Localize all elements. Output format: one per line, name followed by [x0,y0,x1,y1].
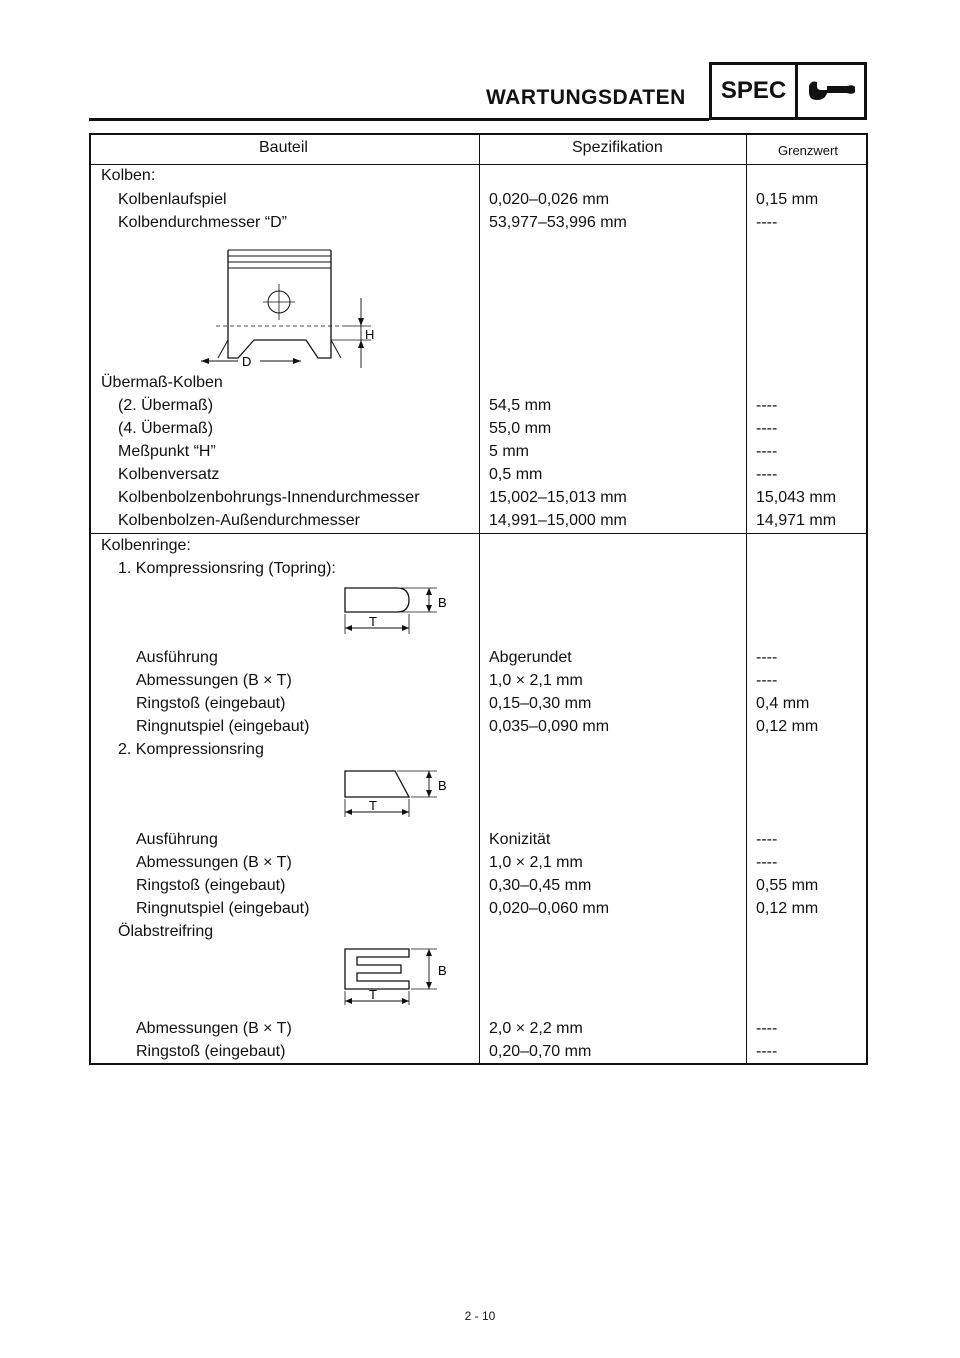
row-limit: 14,971 mm [756,512,837,529]
spec-label: SPEC [712,65,798,117]
wrench-icon [798,65,864,117]
row-label: Kolben: [101,167,156,184]
row-limit: 15,043 mm [756,489,837,506]
row-label: Ringstoß (eingebaut) [136,1043,286,1060]
row-limit: ---- [756,854,778,871]
row-limit: 0,12 mm [756,900,819,917]
row-spec: 0,30–0,45 mm [489,877,592,894]
spec-table [89,133,868,1065]
row-label: 1. Kompressionsring (Topring): [118,560,336,577]
oil-ring-diagram [341,945,461,1007]
row-limit: ---- [756,397,778,414]
dimension-label-t: T [369,798,377,813]
row-label: (2. Übermaß) [118,397,214,414]
row-spec: 0,035–0,090 mm [489,718,610,735]
row-limit: 0,15 mm [756,191,819,208]
row-spec: 15,002–15,013 mm [489,489,627,506]
row-label: Kolbenversatz [118,466,220,483]
row-spec: Abgerundet [489,649,572,666]
row-spec: 53,977–53,996 mm [489,214,627,231]
row-limit: ---- [756,214,778,231]
row-spec: 0,15–0,30 mm [489,695,592,712]
header-divider [91,164,866,165]
column-header-grenzwert: Grenzwert [778,143,838,158]
dimension-label-t: T [369,987,377,1002]
row-limit: ---- [756,420,778,437]
header-rule [89,118,709,121]
row-spec: 55,0 mm [489,420,552,437]
row-label: Abmessungen (B × T) [136,854,292,871]
row-limit: ---- [756,672,778,689]
row-limit: 0,12 mm [756,718,819,735]
piston-diagram [196,240,386,375]
row-label: Kolbenlaufspiel [118,191,227,208]
row-spec: 14,991–15,000 mm [489,512,627,529]
row-label: Kolbendurchmesser “D” [118,214,287,231]
row-limit: 0,4 mm [756,695,810,712]
row-limit: ---- [756,649,778,666]
dimension-label-b: B [438,595,447,610]
row-label: Ölabstreifring [118,923,214,940]
row-limit: ---- [756,1020,778,1037]
row-label: Ringnutspiel (eingebaut) [136,718,310,735]
ring2-diagram [341,765,461,825]
row-label: Ringnutspiel (eingebaut) [136,900,310,917]
row-limit: ---- [756,443,778,460]
ring1-diagram [341,582,461,642]
page-title: WARTUNGSDATEN [486,86,686,109]
row-label: 2. Kompressionsring [118,741,264,758]
row-spec: 5 mm [489,443,529,460]
row-spec: 54,5 mm [489,397,552,414]
row-limit: ---- [756,831,778,848]
row-limit: ---- [756,466,778,483]
dimension-label-t: T [369,614,377,629]
section-divider [91,533,866,534]
column-header-bauteil: Bauteil [259,139,308,156]
row-label: Übermaß-Kolben [101,374,223,391]
row-label: Kolbenbolzen-Außendurchmesser [118,512,360,529]
row-label: Ausführung [136,831,218,848]
row-spec: 0,020–0,026 mm [489,191,610,208]
dimension-label-h: H [365,327,375,342]
column-header-spezifikation: Spezifikation [572,139,663,156]
spec-badge [709,62,867,120]
row-spec: 0,5 mm [489,466,543,483]
row-limit: ---- [756,1043,778,1060]
row-label: Abmessungen (B × T) [136,1020,292,1037]
row-spec: 2,0 × 2,2 mm [489,1020,583,1037]
row-label: Ringstoß (eingebaut) [136,877,286,894]
dimension-label-b: B [438,778,447,793]
row-label: Meßpunkt “H” [118,443,216,460]
row-label: Ringstoß (eingebaut) [136,695,286,712]
row-spec: 1,0 × 2,1 mm [489,854,583,871]
row-spec: 0,20–0,70 mm [489,1043,592,1060]
row-label: (4. Übermaß) [118,420,214,437]
row-spec: 1,0 × 2,1 mm [489,672,583,689]
dimension-label-b: B [438,963,447,978]
row-label: Ausführung [136,649,218,666]
row-label: Kolbenbolzenbohrungs-Innendurchmesser [118,489,420,506]
column-divider [479,135,480,1063]
row-spec: 0,020–0,060 mm [489,900,610,917]
column-divider [746,135,747,1063]
row-label: Kolbenringe: [101,537,191,554]
row-limit: 0,55 mm [756,877,819,894]
row-spec: Konizität [489,831,551,848]
dimension-label-d: D [242,354,252,369]
row-label: Abmessungen (B × T) [136,672,292,689]
page-number: 2 - 10 [464,1309,496,1323]
